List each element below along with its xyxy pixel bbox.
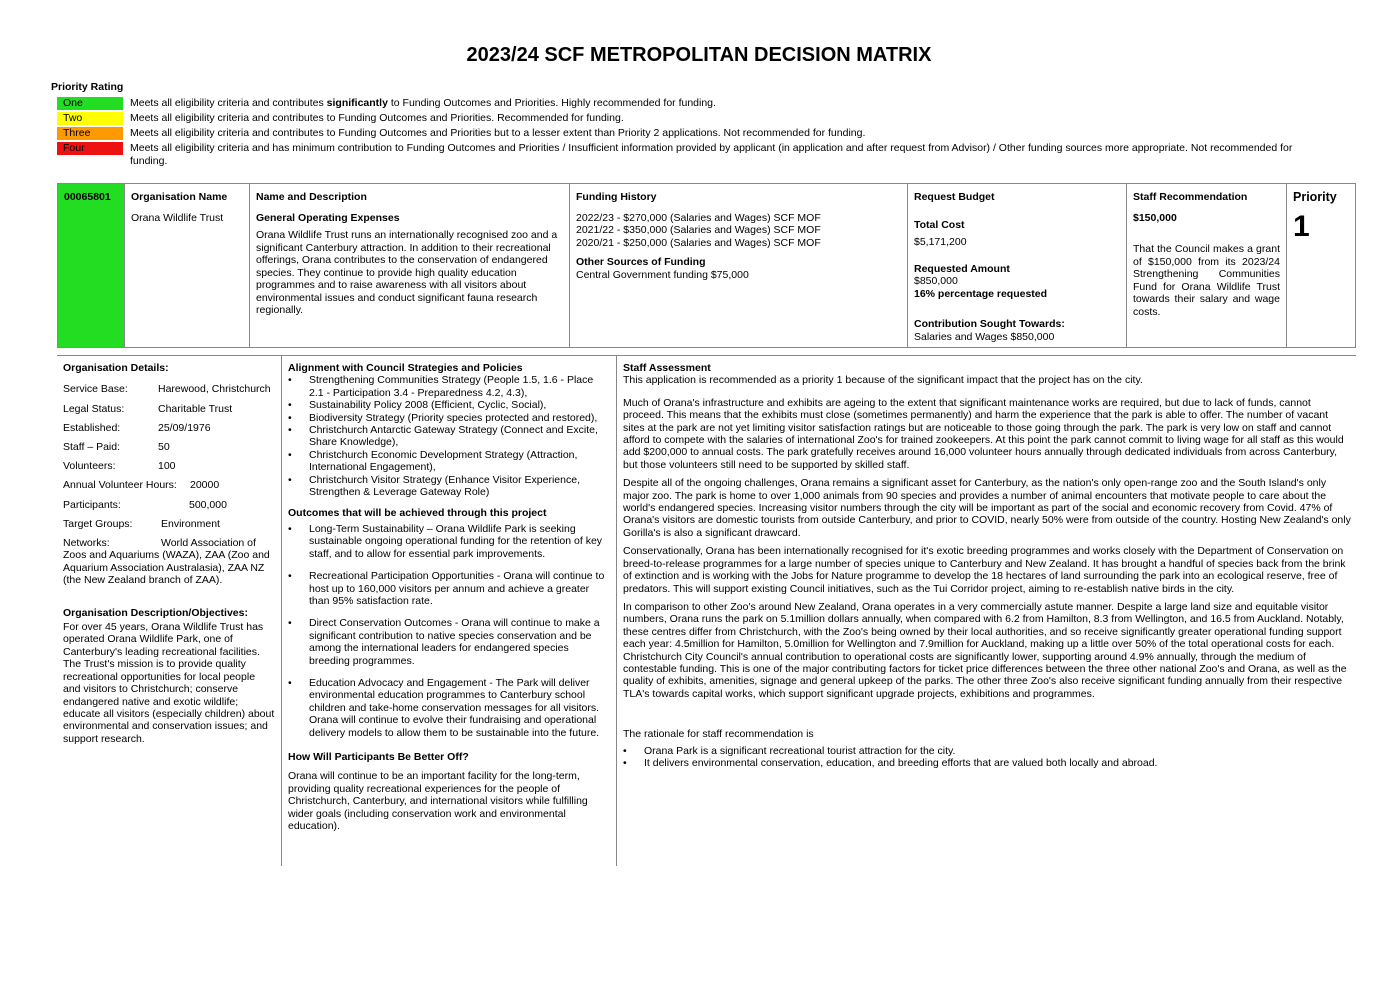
detail-key: Service Base: bbox=[63, 383, 128, 396]
list-item: • Direct Conservation Outcomes - Orana will continue to make a significant contribution to native species conservation and be among the international leaders for endangered species breeding programmes. bbox=[288, 617, 610, 667]
detail-row bbox=[63, 422, 275, 434]
priority-desc-one: Meets all eligibility criteria and contributes significantly to Funding Outcomes and Priorities. Highly recommended for funding. bbox=[130, 97, 716, 109]
rationale-list bbox=[623, 745, 1351, 770]
outcomes-heading: Outcomes that will be achieved through this project bbox=[288, 507, 547, 520]
column-divider bbox=[281, 356, 282, 866]
alignment-column bbox=[288, 362, 610, 832]
detail-value: Harewood, Christchurch bbox=[158, 383, 271, 396]
project-name: General Operating Expenses bbox=[256, 211, 400, 224]
alignment-list bbox=[288, 374, 610, 498]
total-cost: $5,171,200 bbox=[914, 236, 967, 248]
outcomes-list bbox=[288, 523, 610, 739]
contribution-label: Contribution Sought Towards: bbox=[914, 318, 1065, 330]
priority-header: Priority bbox=[1293, 190, 1337, 204]
detail-key: Legal Status: bbox=[63, 402, 125, 415]
priority-legend-row bbox=[57, 127, 1317, 140]
assessment-paragraph: Despite all of the ongoing challenges, Orana remains a significant asset for Canterbury, as the nation's only open-range zoo and the South Island's only major zoo. The park is home to over 1,000 animals from 90 species and provides a number of animal encounters that motivate people to care about the world's endangered species. Increasing visitor numbers through the city will be important as part of the social and economic recovery from Covid. 47% of Orana's visitors are domestic tourists from outside Canterbury, and prior to COVID, nearly 50% were from outside of the country. Hosting New Zealand's only Gorilla's is also a significant drawcard. bbox=[623, 477, 1351, 539]
priority-swatch-two: Two bbox=[57, 112, 123, 125]
application-id-cell bbox=[58, 184, 125, 348]
priority-legend-row bbox=[57, 112, 1317, 125]
staff-assessment-heading: Staff Assessment bbox=[623, 362, 711, 374]
priority-swatch-one: One bbox=[57, 97, 123, 110]
detail-key: Target Groups: bbox=[63, 517, 133, 530]
staff-assessment-intro: This application is recommended as a priority 1 because of the significant impact that the project has on the city. bbox=[623, 374, 1143, 387]
priority-swatch-three: Three bbox=[57, 127, 123, 140]
requested-amount: $850,000 bbox=[914, 275, 958, 287]
rationale-intro: The rationale for staff recommendation is bbox=[623, 728, 814, 741]
priority-desc-three: Meets all eligibility criteria and contributes to Funding Outcomes and Priorities but to a lesser extent than Priority 2 applications. Not recommended for funding. bbox=[130, 127, 866, 139]
section-divider bbox=[57, 355, 1356, 356]
list-item: • Christchurch Antarctic Gateway Strategy (Connect and Excite, Share Knowledge), bbox=[288, 424, 610, 449]
project-description: Orana Wildlife Trust runs an internationally recognised zoo and a significant Canterbury attraction. In addition to their recreational offerings, Orana contributes to the conservation of endangered species. They continue to provide high quality education programmes and to raise awareness with all visitors about environmental issues and conduct significant fauna research regionally. bbox=[256, 229, 558, 316]
funding-history-header: Funding History bbox=[576, 191, 657, 203]
funding-history-cell bbox=[570, 184, 908, 348]
priority-swatch-four: Four bbox=[57, 142, 123, 155]
percentage-requested: 16% percentage requested bbox=[914, 287, 1048, 300]
detail-value: Charitable Trust bbox=[158, 402, 233, 415]
list-item: • Strengthening Communities Strategy (People 1.5, 1.6 - Place 2.1 - Participation 3.4 - Preparedness 4.2, 4.3), bbox=[288, 374, 610, 399]
better-off-text: Orana will continue to be an important facility for the long-term, providing quality recreational experiences for the people of Christchurch, Canterbury, and international visitors while fulfilling wider goals (including conservation work and environmental education). bbox=[288, 770, 588, 832]
staff-rec-amount: $150,000 bbox=[1133, 211, 1177, 224]
priority-desc-four: Meets all eligibility criteria and has minimum contribution to Funding Outcomes and Priorities / Insufficient information provided by applicant (in application and after request from Advisor) / Other funding sources more appropriate. Not recommended for funding. bbox=[130, 142, 1293, 167]
column-divider bbox=[616, 356, 617, 866]
staff-recommendation-cell bbox=[1127, 184, 1287, 348]
assessment-paragraph: In comparison to other Zoo's around New Zealand, Orana operates in a very commercially astute manner. Despite a large land size and equitable visitor numbers, Orana runs the park on 5.1million dollars annually, when compared with 6.2 from Hamilton, 8.3 from Wellington, and 16.5 from Auckland. Notably, these centres differ from Christchurch, with the Zoo's being owned by their local authorities, and so receive significantly greater operational funding support each year: 4.5million for Hamilton, 5.0million for Wellington and 7.9million for Auckland, making up a little over 50% of the total operational costs for each. Christchurch City Council's annual contribution to operational costs are significantly lower, supporting around 4.9% annually, through the medium of contestable funding. This is one of the major contributing factors for ticket price differences between the three other national Zoo's and Orana, as well as the quality of exhibits, amenities, signage and general upkeep of the parks. The other three Zoo's also receive significant funding annually from their respective TLA's towards capital works, which support significant upgrade projects, exhibitions and programmes. bbox=[623, 600, 1347, 700]
detail-row bbox=[63, 460, 275, 472]
list-item: • Christchurch Visitor Strategy (Enhance Visitor Experience, Strengthen & Leverage Gateway Role) bbox=[288, 474, 610, 499]
name-desc-header: Name and Description bbox=[256, 191, 367, 203]
staff-rec-header: Staff Recommendation bbox=[1133, 191, 1248, 203]
assessment-paragraph: Much of Orana's infrastructure and exhibits are ageing to the extent that significant maintenance works are required, but due to lack of funds, cannot proceed. This means that the exhibits must close (sometimes permanently) and harm the experience that the park is able to offer. The number of vacant sites at the park are not yet limiting visitor satisfaction ratings but are noticeable to those going through the park. The park is very low on staff and cannot afford to compete with the salaries of international Zoo's for trained zookeepers. At this point the park cannot commit to living wage for all staff as this would add $200,000 to annual costs. The park gratefully receives around 16,000 volunteer hours annually through dedicated individuals from across Canterbury, but those volunteers still need to be supported by skilled staff. bbox=[623, 396, 1344, 471]
organisation-details bbox=[63, 362, 275, 745]
priority-cell bbox=[1287, 184, 1356, 348]
priority-legend-row bbox=[57, 142, 1317, 167]
priority-desc-two: Meets all eligibility criteria and contributes to Funding Outcomes and Priorities. Recommended for funding. bbox=[130, 112, 624, 124]
detail-key: Volunteers: bbox=[63, 460, 116, 473]
total-cost-label: Total Cost bbox=[914, 218, 965, 231]
list-item: • Education Advocacy and Engagement - The Park will deliver environmental education programmes to Canterbury school children and take-home conservation messages for all visitors. Orana will continue to evolve their fundraising and operational delivery models to allow them to be sustainable into the future. bbox=[288, 677, 610, 739]
org-description: For over 45 years, Orana Wildlife Trust has operated Orana Wildlife Park, one of Canterbury's leading recreational facilities. The Trust's mission is to provide quality recreational opportunities for local people and visitors to Christchurch; conserve endangered native and exotic wildlife; educate all visitors (especially children) about environmental and conservation issues; and support research. bbox=[63, 621, 275, 745]
list-item: • Biodiversity Strategy (Priority species protected and restored), bbox=[288, 412, 610, 424]
networks-label: Networks: bbox=[63, 537, 110, 550]
request-budget-header: Request Budget bbox=[914, 191, 995, 203]
page-title: 2023/24 SCF METROPOLITAN DECISION MATRIX bbox=[466, 44, 932, 66]
priority-legend-row bbox=[57, 97, 1317, 110]
staff-rec-text: That the Council makes a grant of $150,000 from its 2023/24 Strengthening Communities Fund for Orana Wildlife Trust towards their salary and wage costs. bbox=[1133, 243, 1280, 318]
list-item: • Recreational Participation Opportunities - Orana will continue to host up to 160,000 visitors per annum and achieve a greater than 95% satisfaction rate. bbox=[288, 570, 610, 607]
priority-legend bbox=[57, 97, 1317, 169]
funding-history-item: 2022/23 - $270,000 (Salaries and Wages) SCF MOF bbox=[576, 211, 821, 224]
detail-row bbox=[63, 499, 275, 511]
detail-row bbox=[63, 383, 275, 395]
application-summary-table bbox=[57, 183, 1356, 348]
requested-amount-label: Requested Amount bbox=[914, 262, 1010, 275]
detail-row bbox=[63, 403, 275, 415]
networks-value: World Association of Zoos and Aquariums (WAZA), ZAA (Zoo and Aquarium Association Australasia), ZAA NZ (the New Zealand branch of ZAA). bbox=[63, 537, 270, 587]
better-off-heading: How Will Participants Be Better Off? bbox=[288, 750, 469, 763]
staff-assessment bbox=[623, 362, 1351, 769]
org-name-header: Organisation Name bbox=[131, 191, 228, 203]
detail-value: 100 bbox=[158, 460, 176, 473]
funding-history-item: 2021/22 - $350,000 (Salaries and Wages) SCF MOF bbox=[576, 224, 821, 236]
funding-history-item: 2020/21 - $250,000 (Salaries and Wages) SCF MOF bbox=[576, 236, 821, 249]
detail-value: 500,000 bbox=[189, 498, 227, 511]
priority-rating-heading: Priority Rating bbox=[51, 81, 124, 93]
request-budget-cell bbox=[908, 184, 1127, 348]
org-name-cell bbox=[125, 184, 250, 348]
detail-value: Environment bbox=[161, 517, 220, 530]
org-name: Orana Wildlife Trust bbox=[131, 211, 224, 224]
networks bbox=[63, 537, 275, 587]
name-description-cell bbox=[250, 184, 570, 348]
contribution: Salaries and Wages $850,000 bbox=[914, 330, 1055, 343]
detail-row bbox=[63, 441, 275, 453]
application-id: 00065801 bbox=[64, 191, 111, 203]
detail-key: Established: bbox=[63, 421, 121, 434]
list-item: • Long-Term Sustainability – Orana Wildlife Park is seeking sustainable ongoing operational funding for the retention of key staff, and to allow for essential park improvements. bbox=[288, 523, 610, 560]
detail-key: Staff – Paid: bbox=[63, 441, 121, 454]
detail-value: 25/09/1976 bbox=[158, 421, 211, 434]
list-item: • Christchurch Economic Development Strategy (Attraction, International Engagement), bbox=[288, 449, 610, 474]
org-desc-heading: Organisation Description/Objectives: bbox=[63, 606, 248, 619]
detail-row bbox=[63, 479, 275, 491]
detail-key: Participants: bbox=[63, 498, 121, 511]
detail-value: 50 bbox=[158, 441, 170, 454]
alignment-heading: Alignment with Council Strategies and Policies bbox=[288, 362, 523, 374]
priority-value: 1 bbox=[1293, 209, 1310, 243]
list-item: • Sustainability Policy 2008 (Efficient, Cyclic, Social), bbox=[288, 399, 610, 411]
assessment-paragraph: Conservationally, Orana has been internationally recognised for it's exotic breeding programmes and works closely with the Department of Conservation on breed-to-release programmes for a large number of species unique to Canterbury and New Zealand. It has brought a handful of species back from the brink of extinction and is working with the Jobs for Nature programme to develop the 18 hectares of land surrounding the park into an ecological reserve, free of predators. This will support existing Council initiatives, such as the Tui Corridor project, aiming to re-establish native birds in the city. bbox=[623, 545, 1346, 595]
detail-row bbox=[63, 518, 275, 530]
org-details-heading: Organisation Details: bbox=[63, 362, 169, 374]
detail-key: Annual Volunteer Hours: bbox=[63, 479, 177, 492]
list-item: • It delivers environmental conservation, education, and breeding efforts that are valued both locally and abroad. bbox=[623, 757, 1351, 769]
list-item: • Orana Park is a significant recreational tourist attraction for the city. bbox=[623, 745, 1351, 757]
other-sources: Central Government funding $75,000 bbox=[576, 268, 749, 281]
detail-value: 20000 bbox=[190, 479, 220, 492]
other-sources-header: Other Sources of Funding bbox=[576, 256, 706, 268]
